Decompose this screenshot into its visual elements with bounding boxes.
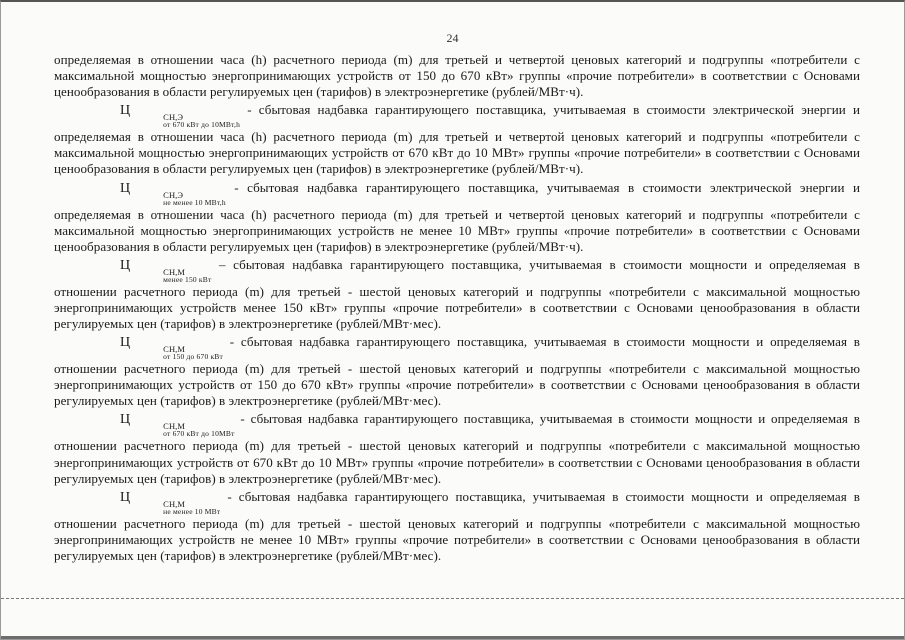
- formula-symbol: [87, 411, 235, 438]
- formula-symbol: [87, 334, 223, 361]
- symbol-superscript: СН,М: [163, 266, 186, 277]
- symbol-superscript: СН,М: [163, 498, 186, 509]
- definition-text: - сбытовая надбавка гарантирующего поставщика, учитываемая в стоимости мощности и определяемая в отношении расчетного периода (m) для третьей - шестой ценовых категорий и подгруппы «потребители с максимальной мощностью энергопринимающих устройств от 150 до 670 кВт» группы «прочие потребители» в соответствии с Основами ценообразования в области регулируемых цен (тарифов) в электроэнергетике (рублей/МВт·мес).: [54, 334, 860, 409]
- symbol-base: Ц: [120, 489, 131, 505]
- definition-paragraph: [54, 411, 860, 486]
- formula-symbol: [87, 489, 220, 516]
- symbol-base: Ц: [120, 335, 131, 351]
- scan-edge: [1, 636, 904, 639]
- symbol-superscript: СН,М: [163, 344, 186, 355]
- symbol-base: Ц: [120, 257, 131, 273]
- definition-text: - сбытовая надбавка гарантирующего поставщика, учитываемая в стоимости мощности и определяемая в отношении расчетного периода (m) для третьей - шестой ценовых категорий и подгруппы «потребители с максимальной мощностью энергопринимающих устройств не менее 10 МВт» группы «прочие потребители» в соответствии с Основами ценообразования в области регулируемых цен (тарифов) в электроэнергетике (рублей/МВт·мес).: [54, 488, 860, 563]
- definition-paragraph: [54, 334, 860, 409]
- symbol-superscript: СН,Э: [163, 189, 184, 200]
- symbol-base: Ц: [120, 412, 131, 428]
- document-body: [54, 52, 860, 564]
- symbol-subscript: от 670 кВт до 10МВт: [163, 429, 235, 439]
- definition-text: - сбытовая надбавка гарантирующего поставщика, учитываемая в стоимости мощности и определяемая в отношении расчетного периода (m) для третьей - шестой ценовых категорий и подгруппы «потребители с максимальной мощностью энергопринимающих устройств от 670 кВт до 10 МВт» группы «прочие потребители» в соответствии с Основами ценообразования в области регулируемых цен (тарифов) в электроэнергетике (рублей/МВт·мес).: [54, 411, 860, 486]
- symbol-base: Ц: [120, 103, 131, 119]
- formula-symbol: [87, 102, 240, 129]
- definition-paragraph: [54, 180, 860, 255]
- dashed-divider: [1, 598, 904, 599]
- definition-paragraph: [54, 257, 860, 332]
- formula-symbol: [87, 257, 211, 284]
- definition-text: - сбытовая надбавка гарантирующего поставщика, учитываемая в стоимости электрической энергии и определяемая в отношении часа (h) расчетного периода (m) для третьей и четвертой ценовых категорий и подгруппы «потребители с максимальной мощностью энергопринимающих устройств от 670 кВт до 10 МВт» группы «прочие потребители» в соответствии с Основами ценообразования в области регулируемых цен (тарифов) в электроэнергетике (рублей/МВт·ч).: [54, 102, 860, 177]
- definition-paragraph: [54, 102, 860, 177]
- symbol-subscript: от 670 кВт до 10МВт,h: [163, 120, 241, 130]
- intro-paragraph: определяемая в отношении часа (h) расчетного периода (m) для третьей и четвертой ценовых категорий и подгруппы «потребители с максимальной мощностью энергопринимающих устройств от 150 до 670 кВт» группы «прочие потребители» в соответствии с Основами ценообразования в области регулируемых цен (тарифов) в электроэнергетике (рублей/МВт·ч).: [54, 52, 860, 100]
- symbol-superscript: СН,М: [163, 421, 186, 432]
- page-number: 24: [446, 31, 459, 45]
- symbol-subscript: менее 150 кВт: [163, 274, 212, 284]
- symbol-subscript: не менее 10 МВт: [163, 506, 221, 516]
- definition-text: - сбытовая надбавка гарантирующего поставщика, учитываемая в стоимости электрической энергии и определяемая в отношении часа (h) расчетного периода (m) для третьей и четвертой ценовых категорий и подгруппы «потребители с максимальной мощностью энергопринимающих устройств не менее 10 МВт» группы «прочие потребители» в соответствии с Основами ценообразования в области регулируемых цен (тарифов) в электроэнергетике (рублей/МВт·ч).: [54, 179, 860, 254]
- symbol-subscript: не менее 10 МВт,h: [163, 197, 226, 207]
- formula-symbol: [87, 180, 226, 207]
- definition-text: – сбытовая надбавка гарантирующего поставщика, учитываемая в стоимости мощности и определяемая в отношении расчетного периода (m) для третьей - шестой ценовых категорий и подгруппы «потребители с максимальной мощностью энергопринимающих устройств менее 150 кВт» группы «прочие потребители» в соответствии с Основами ценообразования в области регулируемых цен (тарифов) в электроэнергетике (рублей/МВт·мес).: [54, 256, 860, 332]
- definition-paragraph: [54, 489, 860, 564]
- symbol-subscript: от 150 до 670 кВт: [163, 352, 223, 362]
- symbol-base: Ц: [120, 180, 131, 196]
- symbol-superscript: СН,Э: [163, 112, 184, 123]
